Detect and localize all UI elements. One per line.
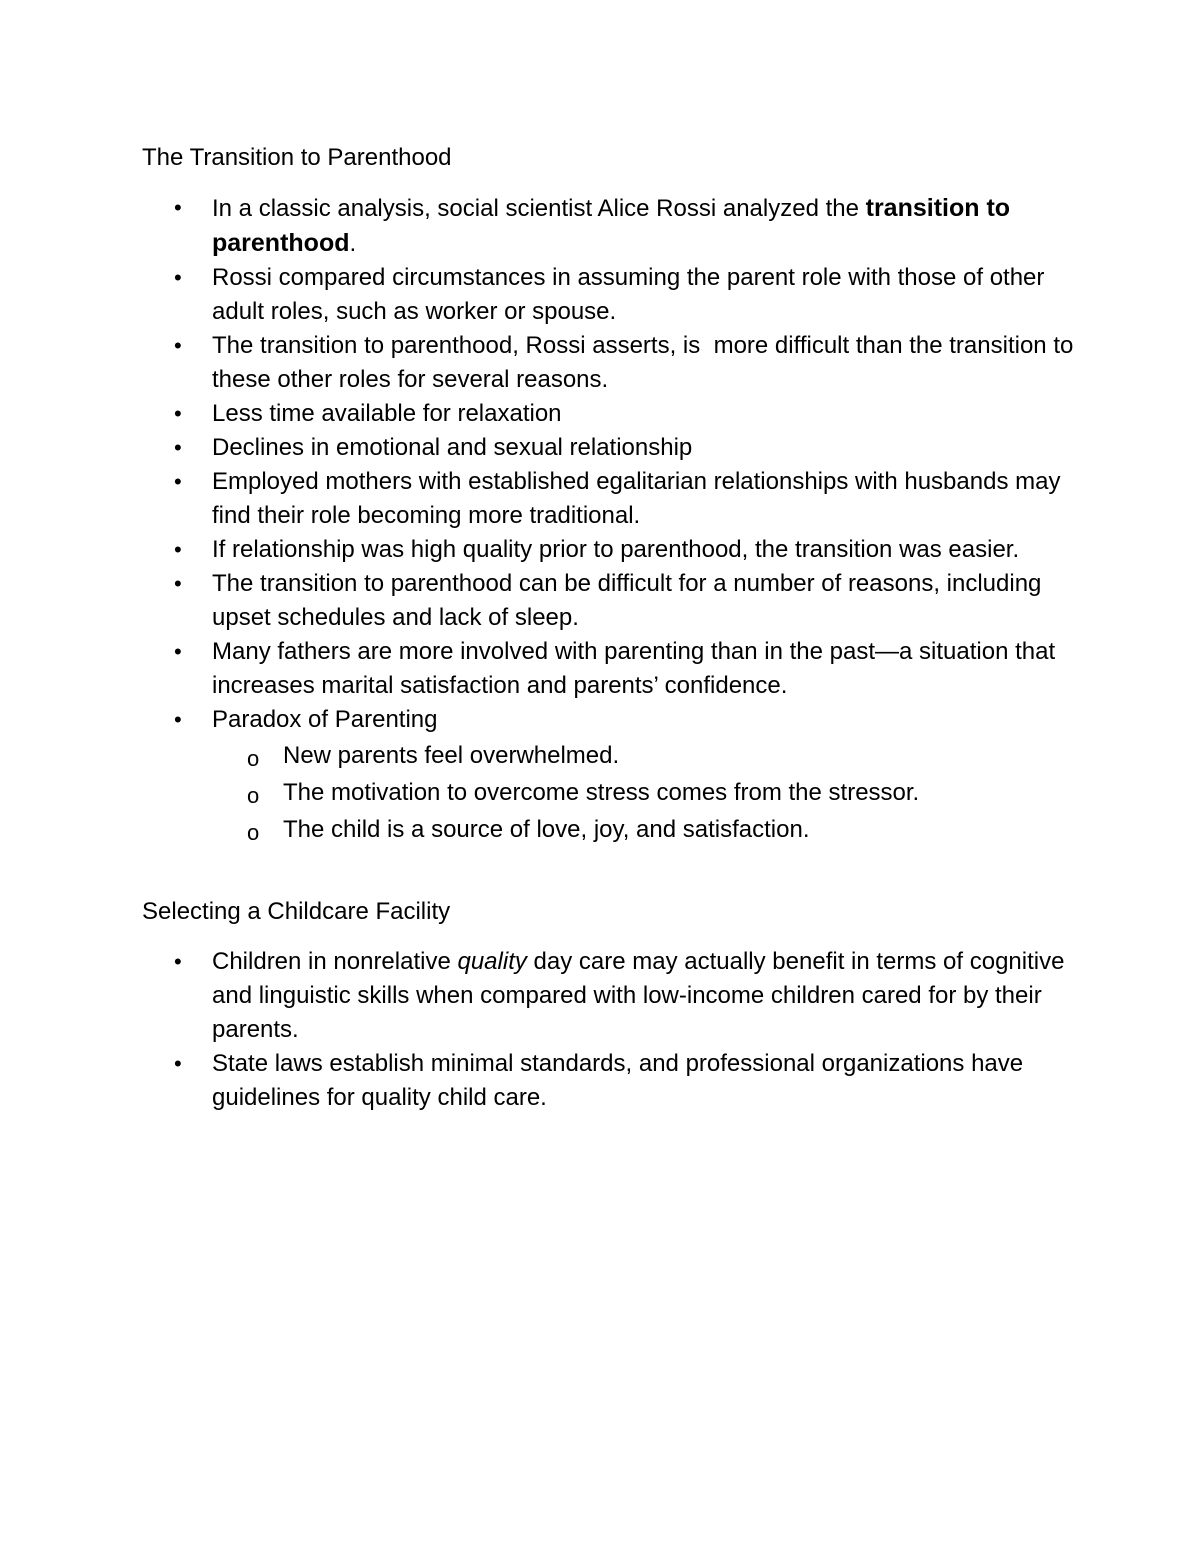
item-text: The transition to parenthood can be difficult for a number of reasons, including upset schedules and lack of sleep. xyxy=(212,570,1042,631)
bullet-icon: • xyxy=(174,435,182,460)
bullet-icon: • xyxy=(174,571,182,596)
list-item xyxy=(0,533,1092,567)
list-item xyxy=(0,567,1092,635)
transition-bullet-list xyxy=(0,191,1200,848)
circle-bullet-icon: o xyxy=(247,783,260,808)
bullet-icon: • xyxy=(174,195,182,220)
item-text: Less time available for relaxation xyxy=(212,400,562,427)
item-text: The transition to parenthood, Rossi asserts, is more difficult than the transition to these other roles for several reasons. xyxy=(212,332,1080,393)
list-item-paradox xyxy=(0,703,1092,848)
bullet-icon: • xyxy=(174,333,182,358)
list-item xyxy=(0,431,1092,465)
item-text-end: day care may actually benefit in terms of cognitive and linguistic skills when compared with low-income children cared for by their parents. xyxy=(212,948,1065,1043)
list-item xyxy=(0,1047,1092,1115)
section-heading-childcare: Selecting a Childcare Facility xyxy=(142,898,451,925)
list-item xyxy=(0,945,1092,1047)
section-heading-transition: The Transition to Parenthood xyxy=(142,144,452,171)
circle-bullet-icon: o xyxy=(247,746,260,771)
childcare-bullet-list xyxy=(0,945,1200,1115)
sub-list-item xyxy=(212,811,1092,848)
list-item xyxy=(0,261,1092,329)
item-text: If relationship was high quality prior to parenthood, the transition was easier. xyxy=(212,536,1020,563)
bullet-icon: • xyxy=(174,949,182,974)
list-item xyxy=(0,191,1092,261)
bullet-icon: • xyxy=(174,1051,182,1076)
sub-item-text: New parents feel overwhelmed. xyxy=(283,742,620,769)
list-item xyxy=(0,397,1092,431)
bullet-icon: • xyxy=(174,537,182,562)
paradox-sub-list xyxy=(212,737,1092,848)
key-term: transition to parenthood xyxy=(212,194,1011,257)
item-text: State laws establish minimal standards, and professional organizations have guidelines for quality child care. xyxy=(212,1050,1024,1111)
bullet-icon: • xyxy=(174,639,182,664)
item-text: Many fathers are more involved with parenting than in the past—a situation that increases marital satisfaction and parents’ confidence. xyxy=(212,638,1056,699)
bullet-icon: • xyxy=(174,707,182,732)
sub-list-item xyxy=(212,774,1092,811)
bullet-icon: • xyxy=(174,401,182,426)
item-text-end: . xyxy=(349,230,357,257)
item-text: Rossi compared circumstances in assuming the parent role with those of other adult roles, such as worker or spouse. xyxy=(212,264,1045,325)
item-text-start: In a classic analysis, social scientist Alice Rossi analyzed the xyxy=(212,195,866,222)
item-text-start: Children in nonrelative xyxy=(212,948,458,975)
sub-item-text: The motivation to overcome stress comes from the stressor. xyxy=(283,779,920,806)
sub-list-item xyxy=(212,737,1092,774)
item-text: Paradox of Parenting xyxy=(212,706,438,733)
list-item xyxy=(0,329,1092,397)
list-item xyxy=(0,465,1092,533)
bullet-icon: • xyxy=(174,469,182,494)
item-text: Employed mothers with established egalitarian relationships with husbands may find their role becoming more traditional. xyxy=(212,468,1061,529)
list-item xyxy=(0,635,1092,703)
bullet-icon: • xyxy=(174,265,182,290)
item-text: Declines in emotional and sexual relationship xyxy=(212,434,693,461)
sub-item-text: The child is a source of love, joy, and satisfaction. xyxy=(283,816,810,843)
circle-bullet-icon: o xyxy=(247,820,260,845)
emphasized-word: quality xyxy=(457,948,527,975)
